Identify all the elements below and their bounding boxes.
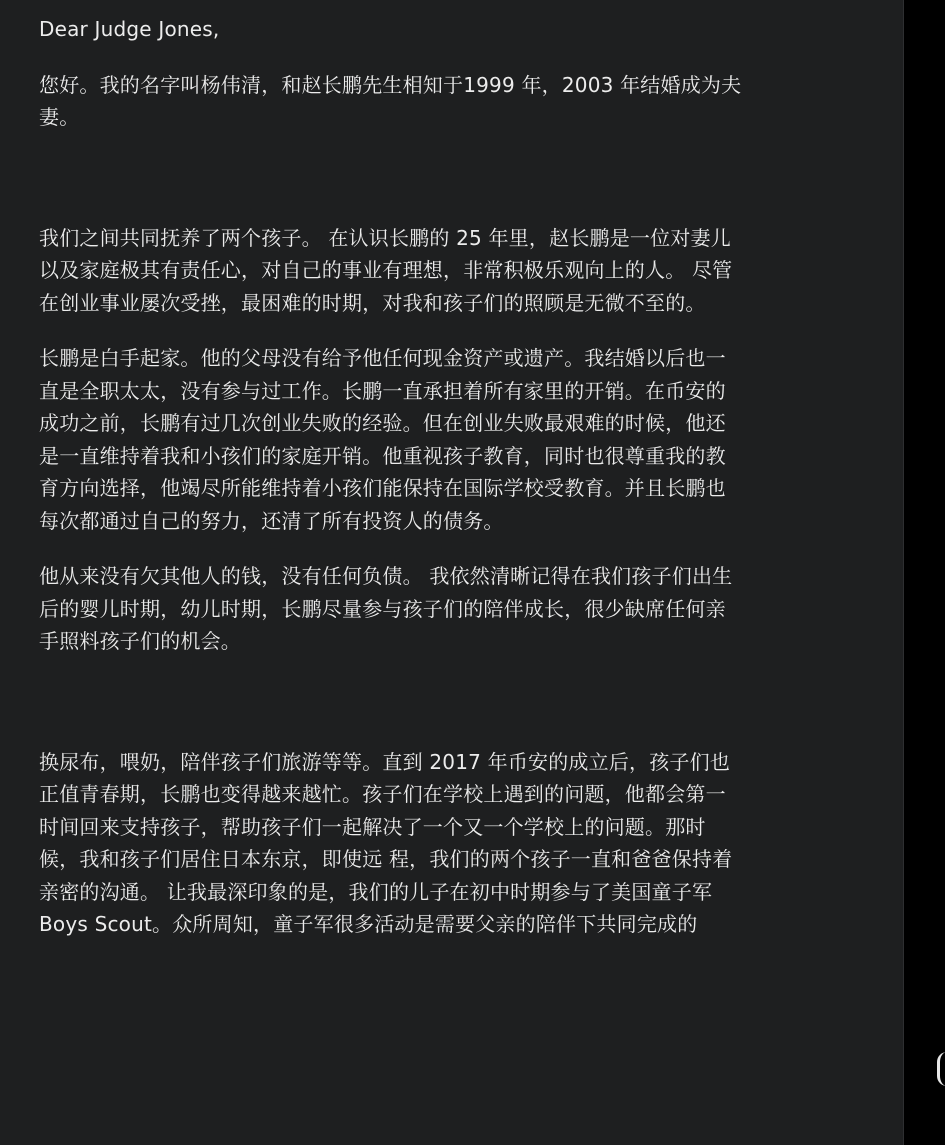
letter-paragraph-4: 他从来没有欠其他人的钱，没有任何负债。 我依然清晰记得在我们孩子们出生 后的婴儿时期，幼儿时期，长鹏尽量参与孩子们的陪伴成长，很少缺席任何亲 手照料孩子们的机会。: [39, 564, 733, 653]
letter-paragraph-1: 您好。我的名字叫杨伟清，和赵长鹏先生相知于1999 年，2003 年结婚成为夫 妻。: [39, 72, 742, 129]
letter-body: [39, 13, 864, 941]
letter-greeting: Dear Judge Jones,: [39, 17, 220, 41]
letter-paragraph-3: 长鹏是白手起家。他的父母没有给予他任何现金资产或遗产。我结婚以后也一 直是全职太太，没有参与过工作。长鹏一直承担着所有家里的开销。在币安的 成功之前，长鹏有过几次创业失败的经验。但在创业失败最艰难的时候，他还 是一直维持着我和小孩们的家庭开销。他重视孩子教育，同时也很尊重我的教 育方向选择，他竭尽所能维持着小孩们能保持在国际学校受教育。并且长鹏也 每次都通过自己的努力，还清了所有投资人的债务。: [39, 346, 726, 533]
letter-paragraph-2: 我们之间共同抚养了两个孩子。 在认识长鹏的 25 年里，赵长鹏是一位对妻儿 以及家庭极其有责任心，对自己的事业有理想，非常积极乐观向上的人。 尽管 在创业事业屡次受挫，最困难的时期，对我和孩子们的照顾是无微不至的。: [39, 225, 733, 315]
letter-paragraph-5: 换尿布，喂奶，陪伴孩子们旅游等等。直到 2017 年币安的成立后，孩子们也 正值青春期，长鹏也变得越来越忙。孩子们在学校上遇到的问题，他都会第一 时间回来支持孩子，帮助孩子们一起解决了一个又一个学校上的问题。那时 候，我和孩子们居住日本东京，即使远 程，我们的两个孩子一直和爸爸保持着 亲密的沟通。 让我最深印象的是，我们的儿子在初中时期参与了美国童子军 Boys Scout。众所周知，童子军很多活动是需要父亲的陪伴下共同完成的: [39, 749, 733, 936]
partial-edge-icon: [937, 1052, 945, 1086]
